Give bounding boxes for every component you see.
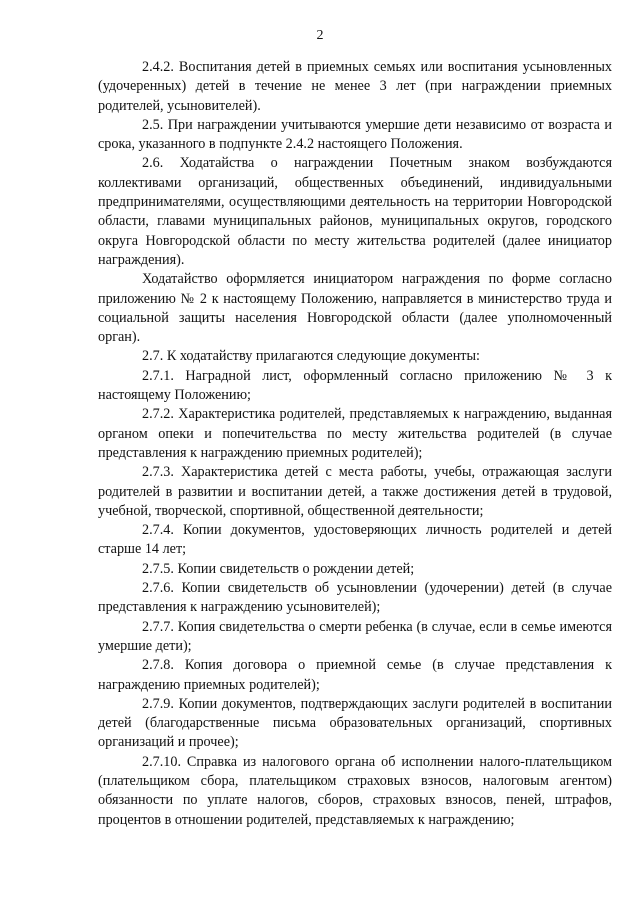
- paragraph-2-5: 2.5. При награждении учитываются умершие дети независимо от возраста и срока, указанного в подпункте 2.4.2 настоящего Положения.: [98, 116, 612, 153]
- page-number: 2: [316, 28, 324, 43]
- paragraph-2-7-8: 2.7.8. Копия договора о приемной семье (в случае представления к награждению приемных родителей);: [98, 657, 612, 693]
- paragraph-2-7-9: 2.7.9. Копии документов, подтверждающих заслуги родителей в воспитании детей (благодарственные письма образовательных организаций, спортивных организаций и прочее);: [98, 695, 612, 751]
- paragraph-2-7-1: 2.7.1. Наградной лист, оформленный согласно приложению № 3 к настоящему Положению;: [98, 367, 612, 404]
- paragraph-2-4-2: 2.4.2. Воспитания детей в приемных семьях или воспитания усыновленных (удочеренных) детей в течение не менее 3 лет (при награждении приемных родителей, усыновителей).: [98, 59, 612, 114]
- paragraph-2-7-10: 2.7.10. Справка из налогового органа об исполнении налого-плательщиком (плательщиком сбора, плательщиком страховых взносов, налоговым агентом) обязанности по уплате налогов, сборов, страховых взносов, пеней, штрафов, процентов в отношении родителей, представляемых к награждению;: [98, 753, 612, 828]
- paragraph-2-7-5: 2.7.5. Копии свидетельств о рождении детей;: [142, 560, 415, 577]
- paragraph-2-6: 2.6. Ходатайства о награждении Почетным знаком возбуждаются коллективами организаций, общественных объединений, индивидуальными предпринимателями, осуществляющими деятельность на территории Новгородской области, главами муниципальных районов, муниципальных округов, городского округа Новгородской области по месту жительства родителей (далее инициатор награждения).: [98, 155, 612, 268]
- paragraph-2-7: 2.7. К ходатайству прилагаются следующие документы:: [142, 348, 480, 365]
- paragraph-2-7-2: 2.7.2. Характеристика родителей, представляемых к награждению, выданная органом опеки и попечительства по месту жительства родителей (в случае представления к награждению приемных родителей);: [98, 406, 612, 461]
- paragraph-2-7-4: 2.7.4. Копии документов, удостоверяющих личность родителей и детей старше 14 лет;: [98, 522, 612, 558]
- paragraph-petition-form: Ходатайство оформляется инициатором награждения по форме согласно приложению № 2 к настоящему Положению, направляется в министерство труда и социальной защиты населения Новгородской области (далее уполномоченный орган).: [98, 271, 612, 346]
- paragraph-2-7-7: 2.7.7. Копия свидетельства о смерти ребенка (в случае, если в семье имеются умершие дети);: [98, 618, 612, 654]
- paragraph-2-7-3: 2.7.3. Характеристика детей с места работы, учебы, отражающая заслуги родителей в развитии и воспитании детей, а также достижения детей в трудовой, учебной, творческой, спортивной, общественной деятельности;: [98, 464, 612, 519]
- paragraph-2-7-6: 2.7.6. Копии свидетельств об усыновлении (удочерении) детей (в случае представления к награждению усыновителей);: [98, 580, 612, 616]
- document-body: [98, 58, 612, 830]
